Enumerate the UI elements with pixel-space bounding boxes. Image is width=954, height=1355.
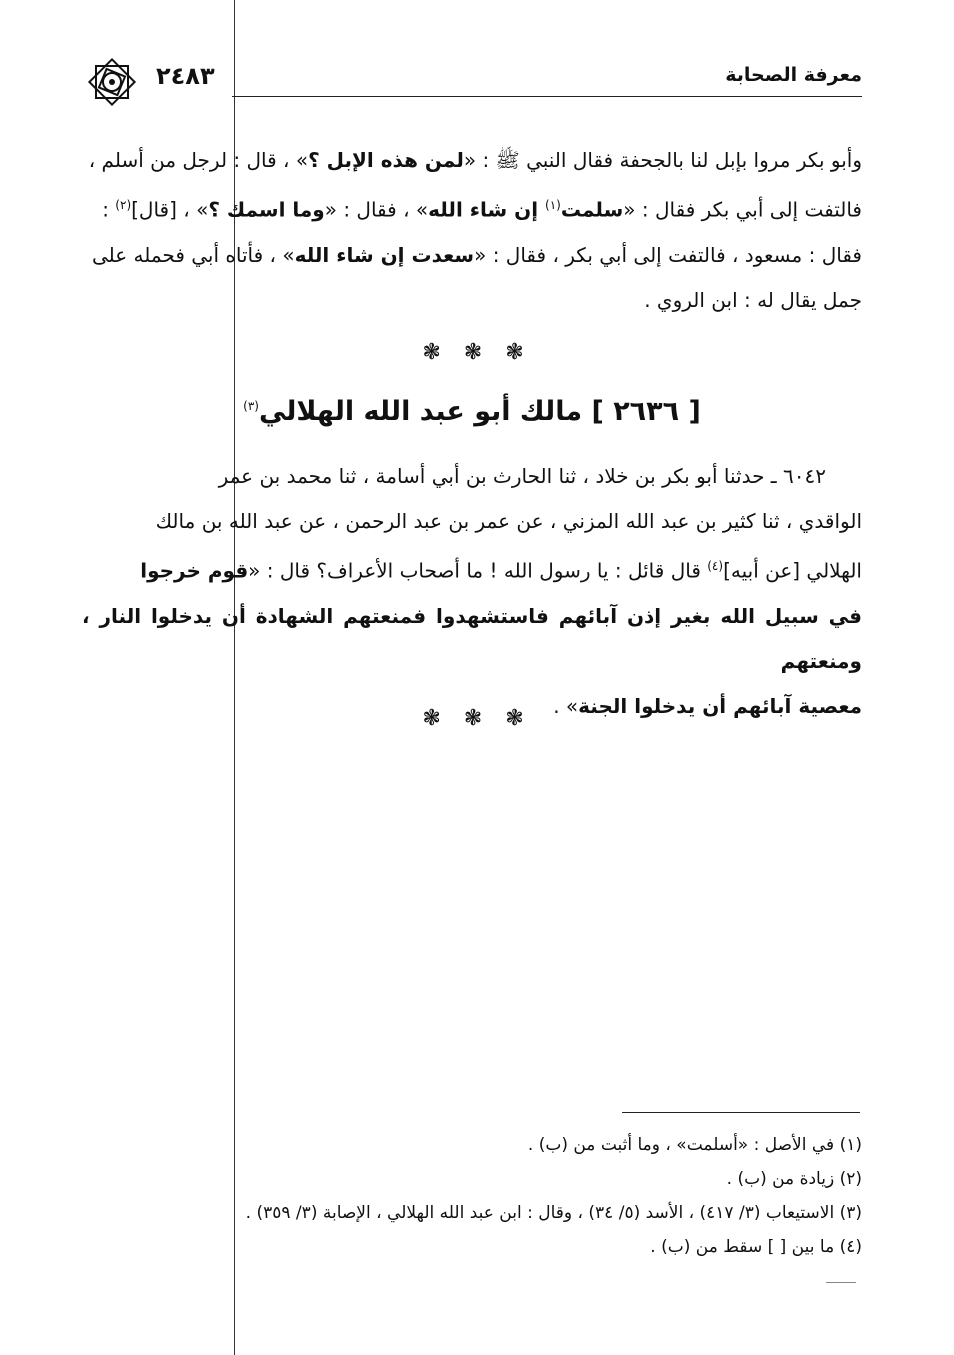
footnote-2: (٢) زيادة من (ب) . bbox=[726, 1169, 862, 1189]
footnotes bbox=[82, 1128, 862, 1264]
section-heading: [ ٢٦٣٦ ] مالك أبو عبد الله الهلالي$^{(٣)}$ bbox=[243, 396, 701, 427]
footnote-ref-1[interactable]: (١) bbox=[545, 198, 561, 212]
para1-line4: جمل يقال له : ابن الروي . bbox=[644, 287, 862, 312]
footnote-rule bbox=[622, 1112, 860, 1113]
para2-line2: الواقدي ، ثنا كثير بن عبد الله المزني ، عن عمر بن عبد الرحمن ، عن عبد الله بن مالك bbox=[155, 509, 862, 533]
footnote-ref-4[interactable]: (٤) bbox=[707, 559, 724, 573]
para1-line1: وأبو بكر مروا بإبل لنا بالجحفة فقال النبي ﷺ : «لمن هذه الإبل ؟» ، قال : لرجل من أسلم ، bbox=[88, 148, 862, 172]
para2-line1: ٦٠٤٢ ـ حدثنا أبو بكر بن خلاد ، ثنا الحارث بن أبي أسامة ، ثنا محمد بن عمر bbox=[218, 464, 826, 488]
para1-line3: فقال : مسعود ، فالتفت إلى أبي بكر ، فقال : «سعدت إن شاء الله» ، فأتاه أبي فحمله على bbox=[91, 242, 862, 267]
para2-line4: في سبيل الله بغير إذن آبائهم فاستشهدوا فمنعتهم الشهادة أن يدخلوا النار ، ومنعتهم bbox=[82, 603, 862, 673]
section-separator: ❃ ❃ ❃ bbox=[422, 340, 532, 365]
footnote-3: (٣) الاستيعاب (٣/ ٤١٧) ، الأسد (٥/ ٣٤) ، وقال : ابن عبد الله الهلالي ، الإصابة (٣/ ٣٥٩) . bbox=[245, 1203, 862, 1223]
paragraph-hadith-6042 bbox=[82, 454, 862, 729]
paragraph-hadith-intro bbox=[82, 138, 862, 323]
page-number: ٢٤٨٣ bbox=[156, 62, 215, 90]
para2-line5: معصية آبائهم أن يدخلوا الجنة» . bbox=[553, 693, 862, 718]
footnote-ref-2[interactable]: (٢) bbox=[115, 198, 132, 212]
section-separator-end: ❃ ❃ ❃ bbox=[422, 706, 532, 731]
para2-line3: الهلالي [عن أبيه]$^{(٤)}$ قال قائل : يا رسول الله ! ما أصحاب الأعراف؟ قال : «قوم خرجوا bbox=[140, 558, 862, 583]
page-header bbox=[82, 62, 862, 112]
star-ornament-icon bbox=[82, 52, 142, 112]
para1-line2: فالتفت إلى أبي بكر فقال : «سلمت$^{(١)}$ إن شاء الله» ، فقال : «وما اسمك ؟» ، [قال]$^{(٢)}$ : bbox=[102, 197, 862, 222]
footnote-1: (١) في الأصل : «أسلمت» ، وما أثبت من (ب) . bbox=[527, 1135, 862, 1155]
header-rule bbox=[232, 96, 862, 97]
footnote-ref-3[interactable]: (٣) bbox=[243, 399, 259, 413]
page-mark bbox=[826, 1282, 856, 1283]
footnote-4: (٤) ما بين [ ] سقط من (ب) . bbox=[650, 1237, 862, 1257]
book-title: معرفة الصحابة bbox=[725, 64, 862, 86]
